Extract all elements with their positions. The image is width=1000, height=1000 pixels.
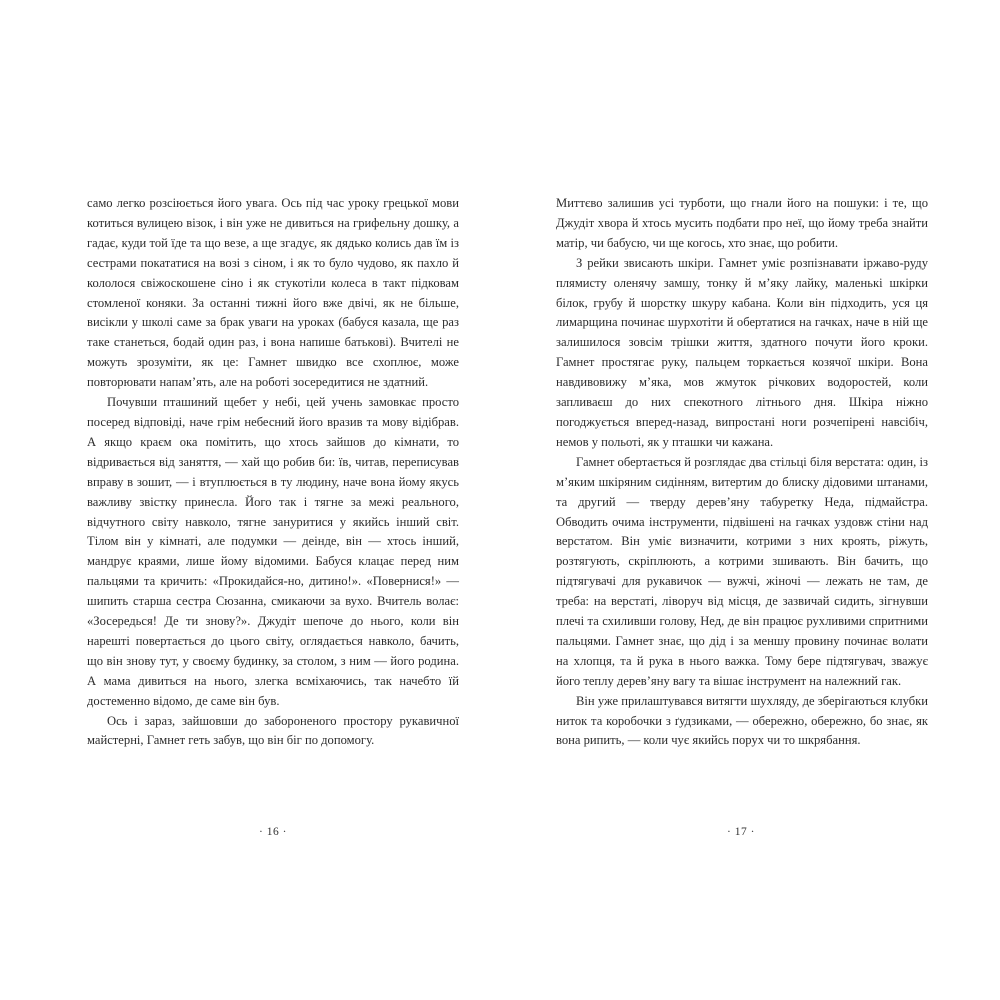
paragraph: Ось і зараз, зайшовши до забороненого простору рукавичної майстерні, Гамнет геть забув, що він біг по допомогу. [87,713,459,748]
paragraph: Він уже прилаштувався витягти шухляду, де зберігаються клубки ниток та коробочки з ґудзиками, — обережно, обережно, бо знає, як вона рипить, — коли чує якийсь порух чи то шкрябання. [556,693,928,748]
page-number-right: · 17 · [727,826,755,838]
paragraph: Почувши пташиний щебет у небі, цей учень замовкає просто посеред відповіді, наче грім небесний його вразив та мову відібрав. А якщо краєм ока помітить, що хтось зайшов до кімнати, то відривається від заняття, — хай що робив би: їв, читав, переписував вправу в зошит, — і втуплюється в ту людину, наче вона йому якусь важливу звістку принесла. Його так і тягне за межі реального, відчутного світу навколо, тягне зануритися у якийсь інший світ. Тілом він у кімнаті, але подумки — деінде, він — хтось інший, мандрує краями, лише йому відомими. Бабуся клацає перед ним пальцями та кричить: «Прокидайся-но, дитино!». «Повернися!» — шипить старша сестра Сюзанна, смикаючи за вухо. Вчитель волає: «Зосередься! Де ти знову?». Джудіт шепоче до нього, коли він нарешті повертається до цього світу, оглядається навколо, бачить, що він знову тут, у своєму будинку, за столом, з ним — його родина. А мама дивиться на нього, злегка всміхаючись, так начебто їй достеменно відомо, де саме він був. [87,395,459,708]
right-page-text [556,194,928,751]
paragraph: само легко розсіюється його увага. Ось під час уроку грецької мови котиться вулицею візок, і він уже не дивиться на грифельну дошку, а гадає, куди той їде та що везе, а ще згадує, як дядько колись дав їм із сестрами покататися на возі з сіном, і як то було чудово, як пахло й кололося свіжоскошене сіно і як стукотіли колеса в такт підковам стомленої коняки. За останні тижні його вже двічі, як не більше, висікли у школі саме за брак уваги на уроках (бабуся казала, ще раз таке станеться, бодай один раз, і вона напише батькові). Вчителі не можуть зрозуміти, як це: Гамнет швидко все схоплює, може повторювати напам’ять, але на роботі зосередитися не здатний. [87,196,459,390]
right-page [556,194,928,751]
left-page-text [87,194,459,751]
left-page [87,194,459,751]
paragraph: Миттєво залишив усі турботи, що гнали його на пошуки: і те, що Джудіт хвора й хтось мусить подбати про неї, що йому треба знайти матір, чи бабусю, чи ще когось, хто знає, що робити. [556,196,928,250]
paragraph: З рейки звисають шкіри. Гамнет уміє розпізнавати іржаво-руду плямисту оленячу замшу, тонку й м’яку лайку, маленькі шкірки білок, грубу й шорстку шкуру кабана. Коли він підходить, уся ця лимарщина починає шурхотіти й обертатися на гачках, наче в ній ще залишилося зовсім трішки життя, здатного почути його кроки. Гамнет простягає руку, пальцем торкається козячої шкіри. Вона навдивовижу м’яка, мов жмуток річкових водоростей, коли запливаєш до них спекотного літнього дня. Шкіра ніжно погоджується вперед-назад, випростані ноги розчепірені навсібіч, немов у польоті, як у пташки чи кажана. [556,255,928,449]
paragraph: Гамнет обертається й розглядає два стільці біля верстата: один, із м’яким шкіряним сидінням, витертим до блиску дідовими штанами, та другий — тверду дерев’яну табуретку Неда, підмайстра. Обводить очима інструменти, підвішені на гачках уздовж стіни над верстатом. Він уміє визначити, котрими з них кроять, ріжуть, розтягують, скріплюють, а котрими зшивають. Він бачить, що підтягувачі для рукавичок — вужчі, жіночі — лежать не там, де треба: на верстаті, ліворуч від місця, де зазвичай сидить, зігнувши плечі та схиливши голову, Нед, де він працює рухливими спритними пальцями. Гамнет знає, що дід і за меншу провину починає волати на хлопця, та й рука в нього важка. Тому бере підтягувач, зважує його теплу дерев’яну вагу та вішає інструмент на належний гак. [556,454,928,688]
page-number-left: · 16 · [259,826,287,838]
